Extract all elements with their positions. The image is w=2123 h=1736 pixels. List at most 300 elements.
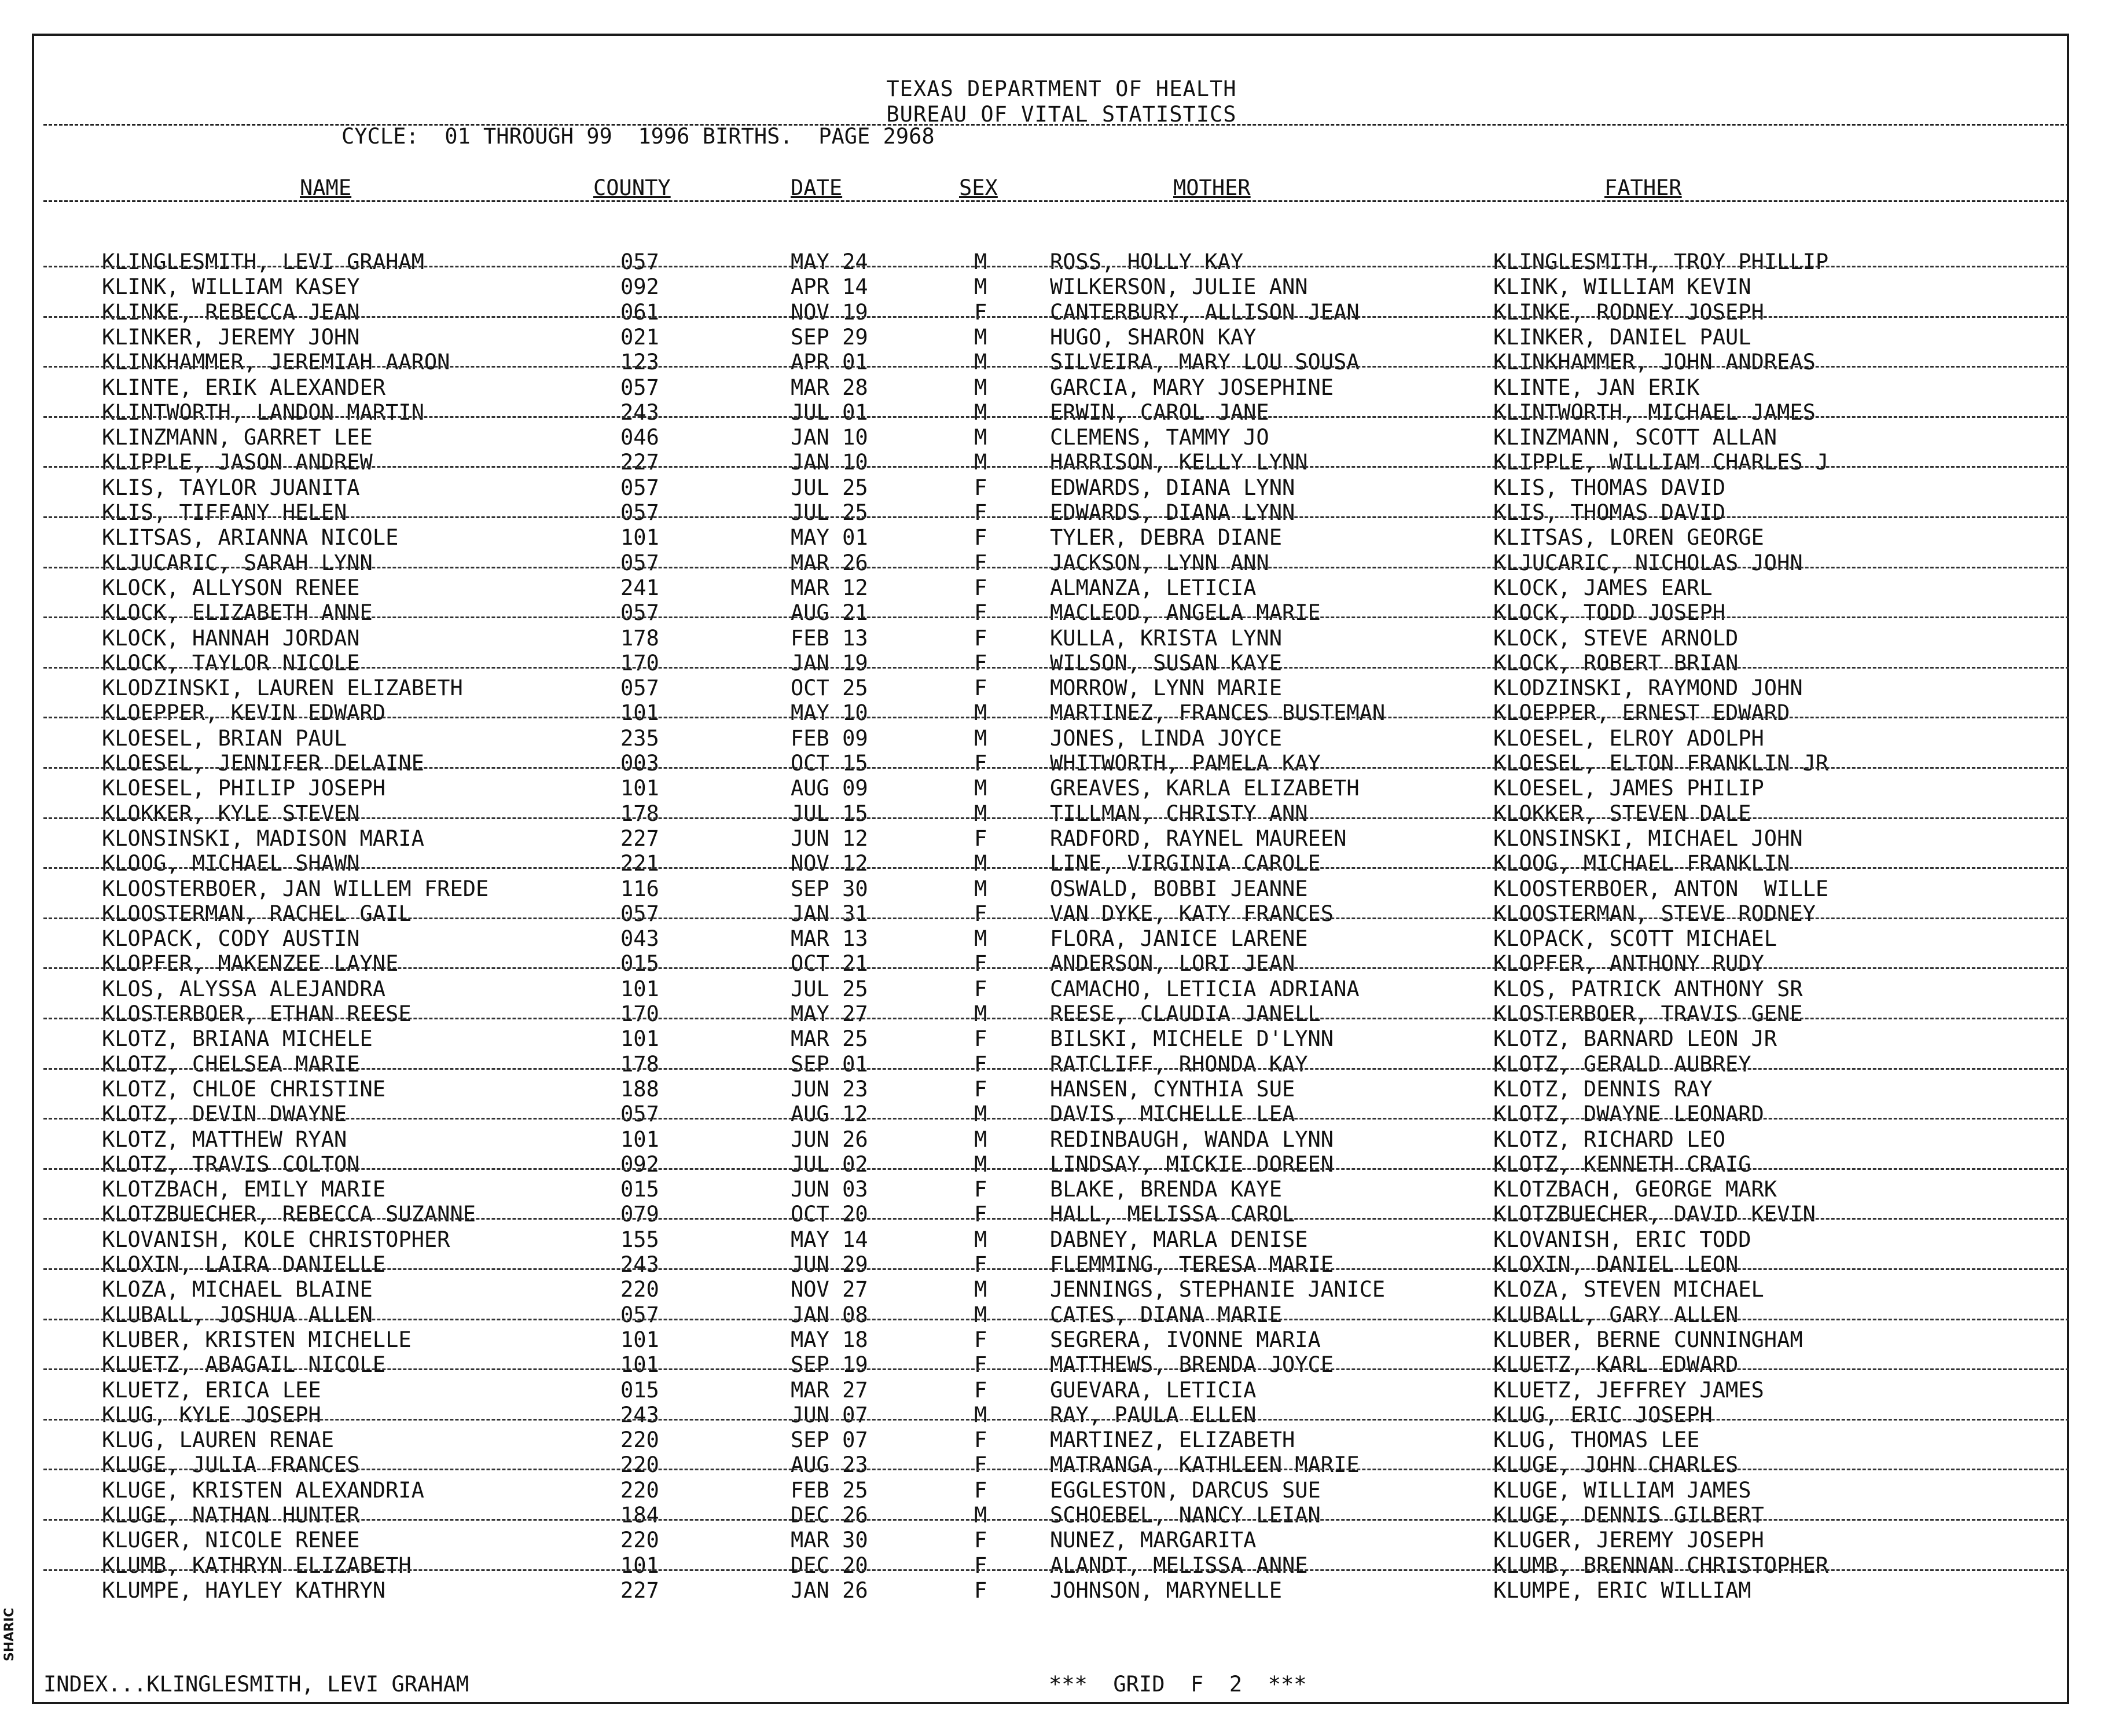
cell-sex: F [974,550,987,575]
cell-mother: NUNEZ, MARGARITA [1050,1528,1257,1553]
cell-sex: F [974,600,987,625]
column-header-rule [43,200,2069,202]
cell-mother: VAN DYKE, KATY FRANCES [1050,901,1334,926]
cell-father: KLOXIN, DANIEL LEON [1493,1252,1739,1277]
table-row [0,952,2123,976]
table-row [0,450,2123,475]
cell-father: KLUMPE, ERIC WILLIAM [1493,1578,1751,1603]
cell-date: MAY 10 [791,700,868,725]
table-row [0,1303,2123,1327]
cell-name: KLOSTERBOER, ETHAN REESE [102,1001,412,1026]
cell-sex: F [974,1578,987,1603]
table-row [0,927,2123,951]
cell-date: JUL 01 [791,400,868,425]
table-row [0,1428,2123,1452]
cell-date: NOV 27 [791,1277,868,1302]
cell-mother: BLAKE, BRENDA KAYE [1050,1177,1282,1202]
cell-mother: MATTHEWS, BRENDA JOYCE [1050,1352,1334,1377]
column-header-date: DATE [791,175,843,200]
cell-father: KLINKHAMMER, JOHN ANDREAS [1493,350,1816,375]
table-row [0,1253,2123,1277]
cell-name: KLUMB, KATHRYN ELIZABETH [102,1553,412,1578]
cell-mother: TYLER, DEBRA DIANE [1050,525,1282,550]
cell-mother: BILSKI, MICHELE D'LYNN [1050,1026,1334,1051]
cell-county: 057 [620,375,659,400]
cell-sex: M [974,1277,987,1302]
cell-mother: RADFORD, RAYNEL MAUREEN [1050,826,1347,851]
cell-sex: F [974,1202,987,1227]
cell-mother: WILSON, SUSAN KAYE [1050,651,1282,676]
table-row [0,1353,2123,1377]
cell-mother: ANDERSON, LORI JEAN [1050,951,1295,976]
cell-date: MAR 25 [791,1026,868,1051]
table-row [0,726,2123,751]
column-header-father: FATHER [1604,175,1682,200]
cell-name: KLUETZ, ABAGAIL NICOLE [102,1352,386,1377]
cell-sex: M [974,726,987,751]
header-subtitle: BUREAU OF VITAL STATISTICS [886,102,1237,127]
cell-date: JUN 03 [791,1177,868,1202]
table-row [0,1579,2123,1603]
cell-date: AUG 21 [791,600,868,625]
cell-name: KLUETZ, ERICA LEE [102,1378,321,1403]
table-row [0,1403,2123,1427]
cell-father: KLOOSTERBOER, ANTON WILLE [1493,876,1829,901]
cell-date: SEP 01 [791,1052,868,1077]
cell-date: JUN 23 [791,1077,868,1102]
cell-mother: ALANDT, MELISSA ANNE [1050,1553,1308,1578]
cell-name: KLUGER, NICOLE RENEE [102,1528,360,1553]
cell-father: KLUGE, WILLIAM JAMES [1493,1478,1751,1503]
table-row [0,1328,2123,1352]
cell-county: 227 [620,450,659,475]
cell-date: MAR 26 [791,550,868,575]
cell-name: KLINKE, REBECCA JEAN [102,300,360,325]
cell-county: 057 [620,1302,659,1327]
cell-date: OCT 21 [791,951,868,976]
cell-mother: CLEMENS, TAMMY JO [1050,425,1269,450]
cell-county: 015 [620,1378,659,1403]
cell-sex: F [974,1177,987,1202]
cell-father: KLOESEL, JAMES PHILIP [1493,776,1764,801]
cell-father: KLIS, THOMAS DAVID [1493,475,1725,500]
cell-mother: EDWARDS, DIANA LYNN [1050,475,1295,500]
cell-date: JUL 25 [791,977,868,1001]
cell-father: KLINK, WILLIAM KEVIN [1493,274,1751,299]
cell-name: KLOESEL, BRIAN PAUL [102,726,347,751]
cell-county: 057 [620,550,659,575]
cell-father: KLOS, PATRICK ANTHONY SR [1493,977,1803,1001]
cell-name: KLOS, ALYSSA ALEJANDRA [102,977,386,1001]
cell-date: OCT 15 [791,751,868,776]
cell-sex: F [974,1352,987,1377]
cell-father: KLOCK, STEVE ARNOLD [1493,626,1739,651]
cell-date: MAR 28 [791,375,868,400]
cell-county: 057 [620,1102,659,1126]
cell-county: 061 [620,300,659,325]
cell-name: KLOTZ, CHLOE CHRISTINE [102,1077,386,1102]
cell-name: KLOTZBUECHER, REBECCA SUZANNE [102,1202,476,1227]
cell-name: KLINGLESMITH, LEVI GRAHAM [102,249,424,274]
cell-name: KLINTWORTH, LANDON MARTIN [102,400,424,425]
cell-county: 057 [620,600,659,625]
cell-father: KLJUCARIC, NICHOLAS JOHN [1493,550,1803,575]
table-row [0,877,2123,901]
cell-county: 101 [620,700,659,725]
cell-mother: ROSS, HOLLY KAY [1050,249,1244,274]
cell-name: KLOTZBACH, EMILY MARIE [102,1177,386,1202]
column-header-mother: MOTHER [1173,175,1251,200]
cell-name: KLINTE, ERIK ALEXANDER [102,375,386,400]
cell-county: 116 [620,876,659,901]
cell-date: SEP 30 [791,876,868,901]
cell-father: KLOCK, TODD JOSEPH [1493,600,1725,625]
cell-father: KLUBALL, GARY ALLEN [1493,1302,1739,1327]
cell-sex: F [974,651,987,676]
cell-mother: GUEVARA, LETICIA [1050,1378,1257,1403]
cell-county: 015 [620,1177,659,1202]
table-row [0,776,2123,801]
cell-sex: M [974,400,987,425]
cell-date: NOV 19 [791,300,868,325]
cell-mother: MATRANGA, KATHLEEN MARIE [1050,1452,1360,1477]
cell-sex: F [974,300,987,325]
cell-county: 101 [620,977,659,1001]
header-title: TEXAS DEPARTMENT OF HEALTH [886,76,1237,101]
cell-mother: HUGO, SHARON KAY [1050,325,1257,350]
cell-father: KLOTZ, BARNARD LEON JR [1493,1026,1777,1051]
table-row [0,1002,2123,1026]
cell-mother: MARTINEZ, FRANCES BUSTEMAN [1050,700,1386,725]
cell-date: OCT 25 [791,676,868,700]
cell-father: KLOTZ, DWAYNE LEONARD [1493,1102,1764,1126]
cell-sex: F [974,826,987,851]
table-row [0,526,2123,550]
column-header-name: NAME [300,175,352,200]
cell-father: KLODZINSKI, RAYMOND JOHN [1493,676,1803,700]
table-row [0,1177,2123,1202]
table-row [0,1278,2123,1302]
cell-sex: M [974,274,987,299]
cell-sex: F [974,951,987,976]
cell-name: KLUGE, KRISTEN ALEXANDRIA [102,1478,424,1503]
cell-date: OCT 20 [791,1202,868,1227]
cell-father: KLINTWORTH, MICHAEL JAMES [1493,400,1816,425]
cell-date: AUG 12 [791,1102,868,1126]
cell-sex: M [974,851,987,876]
table-row [0,601,2123,625]
cell-date: JUL 25 [791,475,868,500]
cell-sex: M [974,801,987,826]
cell-date: MAY 24 [791,249,868,274]
cell-father: KLOESEL, ELTON FRANKLIN JR [1493,751,1829,776]
cell-mother: FLORA, JANICE LARENE [1050,926,1308,951]
cell-name: KLOVANISH, KOLE CHRISTOPHER [102,1227,450,1252]
cell-date: MAR 27 [791,1378,868,1403]
cell-mother: DABNEY, MARLA DENISE [1050,1227,1308,1252]
cell-mother: LINE, VIRGINIA CAROLE [1050,851,1321,876]
cell-name: KLODZINSKI, LAUREN ELIZABETH [102,676,463,700]
cell-sex: F [974,1452,987,1477]
cell-date: MAY 01 [791,525,868,550]
cell-county: 101 [620,1327,659,1352]
table-row [0,476,2123,500]
cell-father: KLOZA, STEVEN MICHAEL [1493,1277,1764,1302]
cell-county: 057 [620,475,659,500]
cell-name: KLOPFER, MAKENZEE LAYNE [102,951,399,976]
footer-index: INDEX...KLINGLESMITH, LEVI GRAHAM [43,1672,469,1697]
cell-county: 220 [620,1478,659,1503]
cell-date: JUL 15 [791,801,868,826]
cell-county: 092 [620,274,659,299]
cell-father: KLOTZ, KENNETH CRAIG [1493,1152,1751,1177]
cell-name: KLUG, LAUREN RENAE [102,1427,334,1452]
cell-mother: DAVIS, MICHELLE LEA [1050,1102,1295,1126]
cell-father: KLIS, THOMAS DAVID [1493,500,1725,525]
cell-sex: F [974,1252,987,1277]
cell-sex: F [974,1077,987,1102]
cell-sex: M [974,876,987,901]
cell-father: KLUG, THOMAS LEE [1493,1427,1700,1452]
cell-county: 057 [620,676,659,700]
cell-name: KLOOSTERBOER, JAN WILLEM FREDE [102,876,489,901]
cell-county: 235 [620,726,659,751]
cell-sex: F [974,1052,987,1077]
cell-name: KLOTZ, CHELSEA MARIE [102,1052,360,1077]
cell-county: 015 [620,951,659,976]
cell-name: KLOOG, MICHAEL SHAWN [102,851,360,876]
cell-name: KLIS, TIFFANY HELEN [102,500,347,525]
table-row [0,300,2123,325]
table-row [0,576,2123,600]
cell-name: KLOCK, ALLYSON RENEE [102,575,360,600]
cell-sex: F [974,676,987,700]
table-row [0,1128,2123,1152]
cell-sex: F [974,1478,987,1503]
cell-mother: MARTINEZ, ELIZABETH [1050,1427,1295,1452]
cell-county: 046 [620,425,659,450]
cell-date: APR 01 [791,350,868,375]
cell-county: 227 [620,1578,659,1603]
cell-mother: FLEMMING, TERESA MARIE [1050,1252,1334,1277]
cell-name: KLOESEL, PHILIP JOSEPH [102,776,386,801]
cell-mother: GARCIA, MARY JOSEPHINE [1050,375,1334,400]
cell-county: 243 [620,1403,659,1427]
cell-sex: M [974,776,987,801]
cell-father: KLOVANISH, ERIC TODD [1493,1227,1751,1252]
cell-father: KLOOG, MICHAEL FRANKLIN [1493,851,1790,876]
cell-county: 241 [620,575,659,600]
cell-mother: GREAVES, KARLA ELIZABETH [1050,776,1360,801]
cell-sex: M [974,1227,987,1252]
cell-sex: F [974,751,987,776]
cell-county: 184 [620,1503,659,1528]
cell-mother: CANTERBURY, ALLISON JEAN [1050,300,1360,325]
cell-father: KLINKER, DANIEL PAUL [1493,325,1751,350]
side-stamp: SHARIC [2,1607,17,1661]
cell-sex: M [974,325,987,350]
cell-date: JAN 31 [791,901,868,926]
cell-name: KLOTZ, BRIANA MICHELE [102,1026,373,1051]
cell-name: KLITSAS, ARIANNA NICOLE [102,525,399,550]
table-row [0,676,2123,700]
table-row [0,425,2123,450]
cell-name: KLOXIN, LAIRA DANIELLE [102,1252,386,1277]
table-row [0,275,2123,299]
cell-county: 170 [620,651,659,676]
cell-date: JUN 26 [791,1127,868,1152]
cell-sex: M [974,1403,987,1427]
cell-county: 003 [620,751,659,776]
cell-mother: RAY, PAULA ELLEN [1050,1403,1257,1427]
cell-mother: WILKERSON, JULIE ANN [1050,274,1308,299]
table-row [0,1202,2123,1227]
cell-name: KLUBER, KRISTEN MICHELLE [102,1327,412,1352]
cell-county: 188 [620,1077,659,1102]
cell-father: KLOCK, JAMES EARL [1493,575,1713,600]
cell-sex: F [974,977,987,1001]
cell-date: FEB 25 [791,1478,868,1503]
cell-mother: JOHNSON, MARYNELLE [1050,1578,1282,1603]
table-row [0,1228,2123,1252]
cell-mother: LINDSAY, MICKIE DOREEN [1050,1152,1334,1177]
cell-date: JUL 02 [791,1152,868,1177]
cell-mother: SCHOEBEL, NANCY LEIAN [1050,1503,1321,1528]
cell-county: 101 [620,525,659,550]
table-row [0,325,2123,350]
column-header-sex: SEX [959,175,998,200]
cell-date: DEC 26 [791,1503,868,1528]
cell-date: SEP 29 [791,325,868,350]
cell-father: KLINZMANN, SCOTT ALLAN [1493,425,1777,450]
table-row [0,827,2123,851]
cell-sex: M [974,1302,987,1327]
cell-county: 021 [620,325,659,350]
cell-name: KLUMPE, HAYLEY KATHRYN [102,1578,386,1603]
table-row [0,1478,2123,1503]
cell-sex: F [974,575,987,600]
table-row [0,350,2123,375]
cell-date: MAR 30 [791,1528,868,1553]
cell-date: SEP 19 [791,1352,868,1377]
cell-name: KLINZMANN, GARRET LEE [102,425,373,450]
cell-county: 101 [620,1352,659,1377]
cell-name: KLOKKER, KYLE STEVEN [102,801,360,826]
cell-mother: CATES, DIANA MARIE [1050,1302,1282,1327]
cell-county: 220 [620,1427,659,1452]
cell-date: JUN 12 [791,826,868,851]
cell-name: KLOOSTERMAN, RACHEL GAIL [102,901,412,926]
cell-county: 057 [620,500,659,525]
cell-sex: M [974,1102,987,1126]
table-row [0,852,2123,876]
cell-date: NOV 12 [791,851,868,876]
cell-father: KLOTZBUECHER, DAVID KEVIN [1493,1202,1816,1227]
cell-date: JAN 10 [791,450,868,475]
cell-sex: M [974,1127,987,1152]
cell-county: 101 [620,1026,659,1051]
cell-father: KLUBER, BERNE CUNNINGHAM [1493,1327,1803,1352]
cell-father: KLOTZ, DENNIS RAY [1493,1077,1713,1102]
cell-father: KLOTZ, GERALD AUBREY [1493,1052,1751,1077]
cell-sex: F [974,475,987,500]
cell-date: APR 14 [791,274,868,299]
cell-name: KLOCK, HANNAH JORDAN [102,626,360,651]
cell-sex: F [974,1427,987,1452]
cell-name: KLOPACK, CODY AUSTIN [102,926,360,951]
cell-name: KLINKHAMMER, JEREMIAH AARON [102,350,450,375]
cell-sex: M [974,700,987,725]
cell-name: KLOTZ, DEVIN DWAYNE [102,1102,347,1126]
cell-name: KLOESEL, JENNIFER DELAINE [102,751,424,776]
cell-name: KLINK, WILLIAM KASEY [102,274,360,299]
cell-name: KLUBALL, JOSHUA ALLEN [102,1302,373,1327]
cell-mother: HARRISON, KELLY LYNN [1050,450,1308,475]
cell-sex: M [974,450,987,475]
cell-county: 243 [620,1252,659,1277]
cell-father: KLITSAS, LOREN GEORGE [1493,525,1764,550]
cell-mother: SILVEIRA, MARY LOU SOUSA [1050,350,1360,375]
cell-father: KLINGLESMITH, TROY PHILLIP [1493,249,1829,274]
cell-county: 220 [620,1528,659,1553]
cell-father: KLUMB, BRENNAN CHRISTOPHER [1493,1553,1829,1578]
cell-father: KLOEPPER, ERNEST EDWARD [1493,700,1790,725]
table-row [0,501,2123,525]
cell-name: KLOTZ, MATTHEW RYAN [102,1127,347,1152]
table-row [0,376,2123,400]
cell-name: KLOZA, MICHAEL BLAINE [102,1277,373,1302]
cell-county: 155 [620,1227,659,1252]
cell-sex: F [974,1528,987,1553]
cell-mother: JONES, LINDA JOYCE [1050,726,1282,751]
cell-father: KLOPFER, ANTHONY RUDY [1493,951,1764,976]
cell-county: 101 [620,1127,659,1152]
footer-grid: *** GRID F 2 *** [1049,1672,1307,1697]
cell-father: KLINTE, JAN ERIK [1493,375,1700,400]
cell-date: JUN 07 [791,1403,868,1427]
cell-mother: HALL, MELISSA CAROL [1050,1202,1295,1227]
cell-name: KLIPPLE, JASON ANDREW [102,450,373,475]
cell-date: JAN 19 [791,651,868,676]
cell-name: KLOTZ, TRAVIS COLTON [102,1152,360,1177]
cell-county: 123 [620,350,659,375]
cell-mother: MACLEOD, ANGELA MARIE [1050,600,1321,625]
cell-sex: M [974,350,987,375]
cell-father: KLUGER, JEREMY JOSEPH [1493,1528,1764,1553]
cell-name: KLJUCARIC, SARAH LYNN [102,550,373,575]
table-row [0,1554,2123,1578]
cell-sex: F [974,525,987,550]
table-row [0,401,2123,425]
table-row [0,701,2123,725]
cell-sex: F [974,901,987,926]
cell-county: 221 [620,851,659,876]
cell-mother: EDWARDS, DIANA LYNN [1050,500,1295,525]
cell-date: AUG 23 [791,1452,868,1477]
cell-date: MAY 27 [791,1001,868,1026]
cell-county: 101 [620,776,659,801]
cell-name: KLUG, KYLE JOSEPH [102,1403,321,1427]
table-row [0,802,2123,826]
cell-county: 043 [620,926,659,951]
cell-county: 057 [620,249,659,274]
cell-mother: EGGLESTON, DARCUS SUE [1050,1478,1321,1503]
cell-sex: M [974,249,987,274]
cell-father: KLUETZ, JEFFREY JAMES [1493,1378,1764,1403]
cell-date: JAN 08 [791,1302,868,1327]
table-row [0,1102,2123,1126]
cell-mother: ALMANZA, LETICIA [1050,575,1257,600]
